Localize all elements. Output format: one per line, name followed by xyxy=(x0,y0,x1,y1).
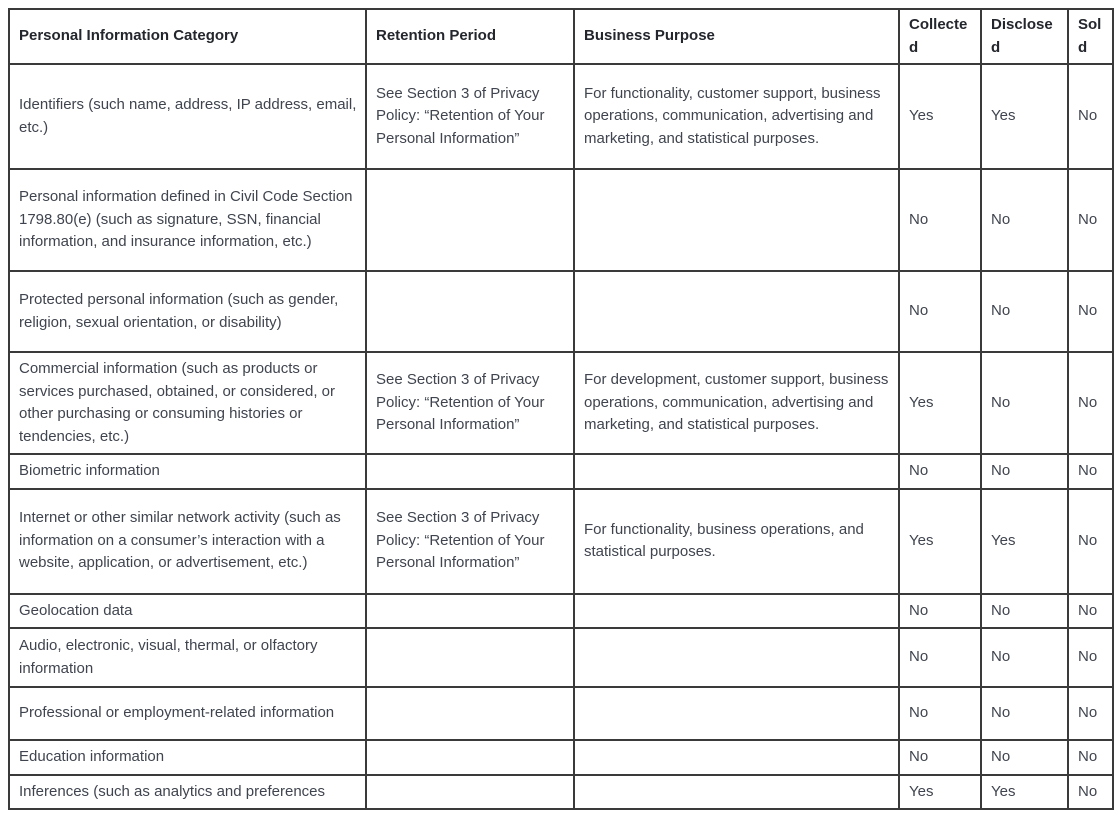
table-row xyxy=(9,775,1113,810)
cell-category: Internet or other similar network activity (such as information on a consumer’s interaction with a website, application, or advertisement, etc.) xyxy=(9,489,366,594)
cell-sold: No xyxy=(1068,740,1113,775)
table-row xyxy=(9,628,1113,687)
table-row xyxy=(9,740,1113,775)
cell-category: Protected personal information (such as gender, religion, sexual orientation, or disability) xyxy=(9,271,366,352)
cell-sold: No xyxy=(1068,271,1113,352)
cell-disclosed: No xyxy=(981,169,1068,271)
column-header-sold: Sold xyxy=(1068,9,1113,64)
cell-sold: No xyxy=(1068,489,1113,594)
table-row xyxy=(9,352,1113,454)
cell-retention xyxy=(366,775,574,810)
cell-category: Audio, electronic, visual, thermal, or olfactory information xyxy=(9,628,366,687)
cell-purpose xyxy=(574,687,899,740)
cell-sold: No xyxy=(1068,594,1113,629)
cell-sold: No xyxy=(1068,64,1113,169)
cell-collected: No xyxy=(899,454,981,489)
cell-purpose xyxy=(574,594,899,629)
table-row xyxy=(9,594,1113,629)
cell-disclosed: No xyxy=(981,687,1068,740)
cell-disclosed: No xyxy=(981,352,1068,454)
table-row xyxy=(9,64,1113,169)
cell-collected: No xyxy=(899,594,981,629)
cell-category: Geolocation data xyxy=(9,594,366,629)
cell-category: Identifiers (such name, address, IP address, email, etc.) xyxy=(9,64,366,169)
table-row xyxy=(9,454,1113,489)
column-header-retention: Retention Period xyxy=(366,9,574,64)
cell-retention: See Section 3 of Privacy Policy: “Retention of Your Personal Information” xyxy=(366,352,574,454)
cell-disclosed: Yes xyxy=(981,64,1068,169)
table-body xyxy=(9,64,1113,809)
cell-purpose xyxy=(574,740,899,775)
cell-collected: Yes xyxy=(899,775,981,810)
cell-purpose xyxy=(574,775,899,810)
cell-category: Education information xyxy=(9,740,366,775)
cell-purpose xyxy=(574,628,899,687)
cell-collected: No xyxy=(899,687,981,740)
column-header-purpose: Business Purpose xyxy=(574,9,899,64)
table-row xyxy=(9,271,1113,352)
cell-sold: No xyxy=(1068,169,1113,271)
table-row xyxy=(9,687,1113,740)
column-header-disclosed: Disclosed xyxy=(981,9,1068,64)
cell-sold: No xyxy=(1068,352,1113,454)
cell-sold: No xyxy=(1068,687,1113,740)
cell-disclosed: No xyxy=(981,594,1068,629)
cell-disclosed: No xyxy=(981,454,1068,489)
cell-retention: See Section 3 of Privacy Policy: “Retention of Your Personal Information” xyxy=(366,489,574,594)
cell-disclosed: No xyxy=(981,740,1068,775)
cell-sold: No xyxy=(1068,775,1113,810)
cell-sold: No xyxy=(1068,454,1113,489)
cell-retention: See Section 3 of Privacy Policy: “Retention of Your Personal Information” xyxy=(366,64,574,169)
cell-purpose xyxy=(574,169,899,271)
cell-purpose xyxy=(574,271,899,352)
cell-category: Professional or employment-related information xyxy=(9,687,366,740)
cell-category: Biometric information xyxy=(9,454,366,489)
column-header-category: Personal Information Category xyxy=(9,9,366,64)
cell-category: Commercial information (such as products or services purchased, obtained, or considered, or other purchasing or consuming histories or tendencies, etc.) xyxy=(9,352,366,454)
cell-collected: Yes xyxy=(899,489,981,594)
table-row xyxy=(9,169,1113,271)
column-header-collected: Collected xyxy=(899,9,981,64)
cell-collected: Yes xyxy=(899,64,981,169)
cell-retention xyxy=(366,628,574,687)
cell-collected: No xyxy=(899,271,981,352)
cell-purpose xyxy=(574,454,899,489)
cell-collected: No xyxy=(899,740,981,775)
personal-information-disclosure-table xyxy=(8,8,1114,810)
cell-collected: No xyxy=(899,169,981,271)
cell-disclosed: Yes xyxy=(981,775,1068,810)
cell-disclosed: No xyxy=(981,628,1068,687)
cell-sold: No xyxy=(1068,628,1113,687)
cell-disclosed: No xyxy=(981,271,1068,352)
cell-collected: No xyxy=(899,628,981,687)
cell-retention xyxy=(366,271,574,352)
cell-purpose: For functionality, business operations, and statistical purposes. xyxy=(574,489,899,594)
cell-category: Personal information defined in Civil Code Section 1798.80(e) (such as signature, SSN, financial information, and insurance information, etc.) xyxy=(9,169,366,271)
cell-retention xyxy=(366,740,574,775)
cell-retention xyxy=(366,454,574,489)
cell-retention xyxy=(366,594,574,629)
cell-purpose: For functionality, customer support, business operations, communication, advertising and marketing, and statistical purposes. xyxy=(574,64,899,169)
cell-collected: Yes xyxy=(899,352,981,454)
cell-category: Inferences (such as analytics and preferences xyxy=(9,775,366,810)
cell-retention xyxy=(366,687,574,740)
table-header-row xyxy=(9,9,1113,64)
cell-purpose: For development, customer support, business operations, communication, advertising and marketing, and statistical purposes. xyxy=(574,352,899,454)
cell-retention xyxy=(366,169,574,271)
cell-disclosed: Yes xyxy=(981,489,1068,594)
table-row xyxy=(9,489,1113,594)
